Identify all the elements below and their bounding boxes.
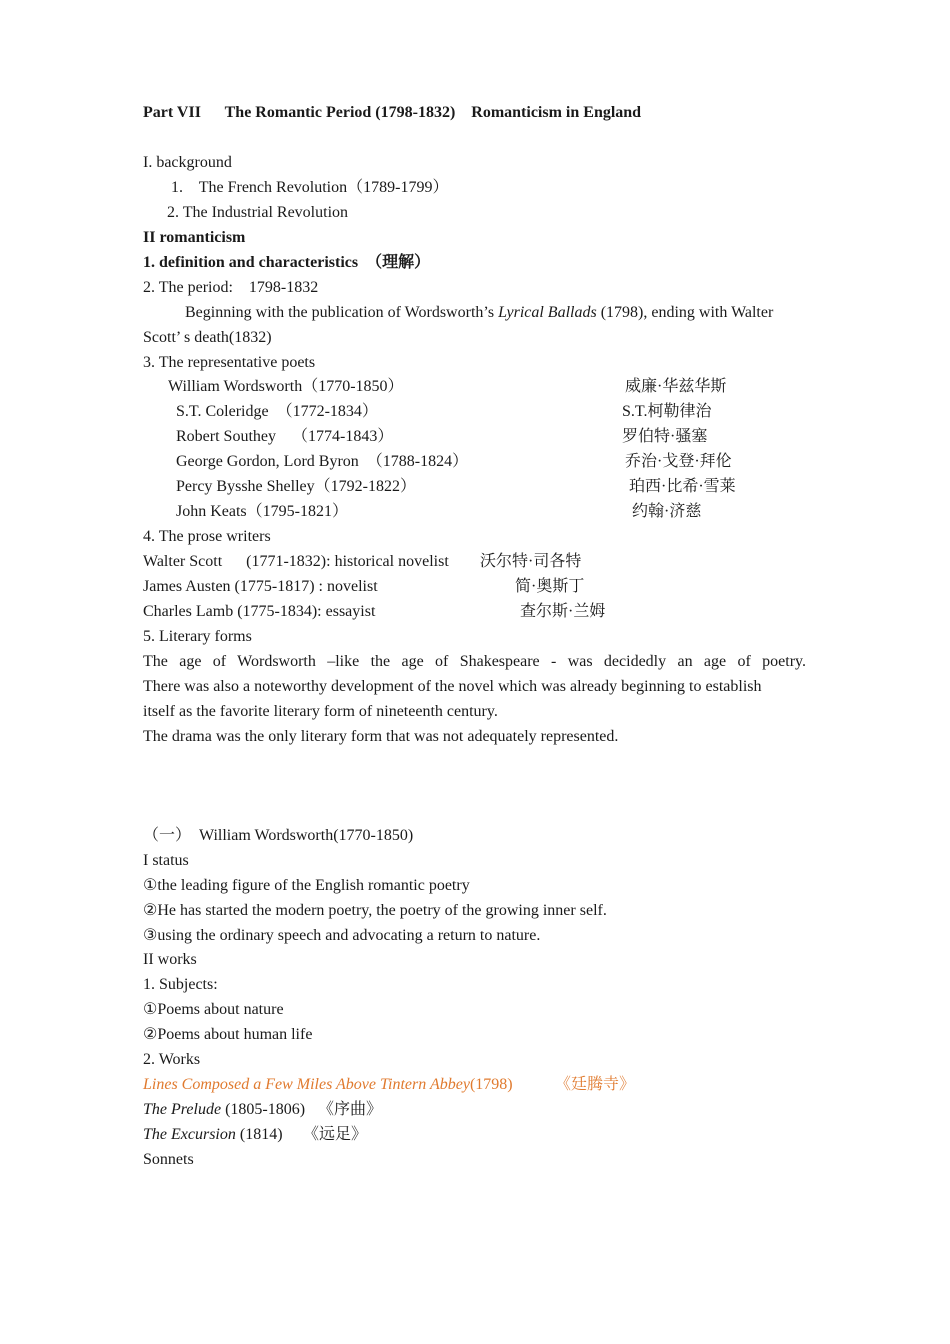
poet-chinese-name: S.T.柯勒律治 [622, 403, 712, 420]
section-background: I. background [143, 154, 232, 171]
period-text-start: Beginning with the publication of Wordsworth’s [185, 304, 499, 321]
prose-writer-chinese: 查尔斯·兰姆 [520, 603, 606, 620]
poet-chinese-name: 罗伯特·骚塞 [622, 428, 708, 445]
prose-writer: James Austen (1775-1817) : novelist [143, 578, 378, 595]
work-chinese-title: 《廷腾寺》 [555, 1076, 636, 1093]
work-title: The Prelude [143, 1101, 222, 1118]
work-excursion [143, 1125, 283, 1145]
poet-name: Percy Bysshe Shelley（1792-1822） [176, 478, 416, 495]
lyrical-ballads-title: Lyrical Ballads [498, 304, 597, 321]
forms-paragraph-line-1: The age of Wordsworth –like the age of Shakespeare - was decidedly an age of poetry. [143, 653, 806, 670]
background-item-2: 2. The Industrial Revolution [167, 204, 349, 221]
work-title: The Excursion [143, 1126, 236, 1143]
work-chinese-title: 《远足》 [303, 1126, 368, 1143]
prose-writer: Charles Lamb (1775-1834): essayist [143, 603, 376, 620]
page-title: Part VII The Romantic Period (1798-1832) Romanticism in England [143, 104, 642, 121]
forms-paragraph-line-3: itself as the favorite literary form of nineteenth century. [143, 703, 498, 720]
poet-chinese-name: 威廉·华兹华斯 [625, 378, 727, 395]
subjects-heading: 1. Subjects: [143, 976, 218, 993]
prose-writer: Walter Scott (1771-1832): historical novelist [143, 553, 449, 570]
poet-chinese-name: 约翰·济慈 [632, 503, 702, 520]
prose-writer-chinese: 简·奥斯丁 [515, 578, 585, 595]
status-item: ①the leading figure of the English romantic poetry [143, 877, 470, 894]
poet-name: S.T. Coleridge （1772-1834） [176, 403, 378, 420]
period-description [185, 303, 773, 323]
poet-chinese-name: 珀西·比希·雪莱 [629, 478, 736, 495]
subject-item: ①Poems about nature [143, 1001, 284, 1018]
status-item: ③using the ordinary speech and advocating a return to nature. [143, 927, 541, 944]
work-year: (1805-1806) [221, 1101, 306, 1118]
work-chinese-title: 《序曲》 [318, 1101, 383, 1118]
prose-writer-chinese: 沃尔特·司各特 [480, 553, 582, 570]
prose-heading: 4. The prose writers [143, 528, 271, 545]
work-prelude [143, 1100, 305, 1120]
poet-name: Robert Southey （1774-1843） [176, 428, 394, 445]
poet-name: William Wordsworth（1770-1850） [168, 378, 404, 395]
poet-name: John Keats（1795-1821） [176, 503, 348, 520]
status-item: ②He has started the modern poetry, the poetry of the growing inner self. [143, 902, 607, 919]
poets-heading: 3. The representative poets [143, 354, 316, 371]
poet-chinese-name: 乔治·戈登·拜伦 [625, 453, 732, 470]
works-list-heading: 2. Works [143, 1051, 201, 1068]
section-romanticism: II romanticism [143, 229, 246, 246]
forms-paragraph-line-4: The drama was the only literary form that was not adequately represented. [143, 728, 619, 745]
status-heading: I status [143, 852, 189, 869]
subject-item: ②Poems about human life [143, 1026, 313, 1043]
work-sonnets: Sonnets [143, 1151, 194, 1168]
poet-name: George Gordon, Lord Byron （1788-1824） [176, 453, 469, 470]
forms-paragraph-line-2: There was also a noteworthy development of the novel which was already beginning to establish [143, 678, 762, 695]
work-title: Lines Composed a Few Miles Above Tintern Abbey [143, 1076, 470, 1093]
forms-heading: 5. Literary forms [143, 628, 252, 645]
period-text-end: (1798), ending with Walter [596, 304, 774, 321]
works-heading: II works [143, 951, 197, 968]
work-year: (1798) [469, 1076, 513, 1093]
work-year: (1814) [235, 1126, 283, 1143]
definition-heading: 1. definition and characteristics （理解） [143, 254, 431, 271]
background-item-1: 1. The French Revolution（1789-1799） [171, 179, 449, 196]
period-heading: 2. The period: 1798-1832 [143, 279, 319, 296]
period-description-cont: Scott’ s death(1832) [143, 329, 272, 346]
wordsworth-heading: （一） William Wordsworth(1770-1850) [143, 827, 414, 844]
work-tintern-abbey [143, 1075, 513, 1095]
